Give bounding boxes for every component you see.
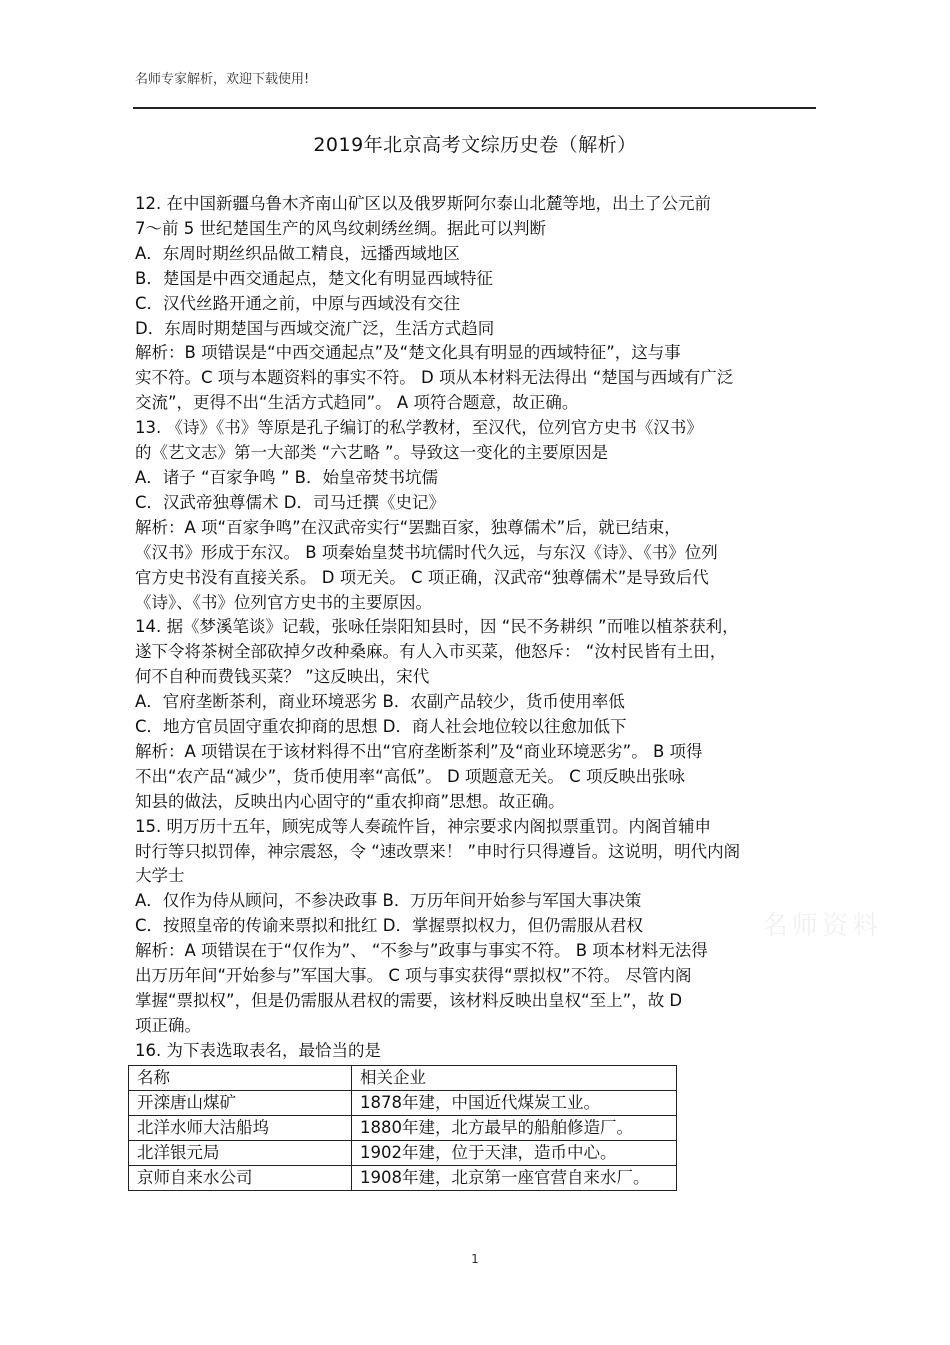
text-line: 遂下令将茶树全部砍掉夕改种桑麻。有人入市买菜，他怒斥： “汝村民皆有土田， (135, 642, 727, 662)
enterprise-table (128, 1065, 677, 1191)
page-title: 2019年北京高考文综历史卷（解析） (313, 134, 637, 156)
text-line: 何不自种而费钱买菜？ ”这反映出，宋代 (135, 667, 430, 687)
text-line: 解析：A 项错误在于“仅作为”、 “不参与”政事与事实不符。 B 项本材料无法得 (135, 941, 708, 961)
table-row (129, 1141, 677, 1166)
text-line: 14. 据《梦溪笔谈》记载，张咏任崇阳知县时，因 “民不务耕织 ”而唯以植茶获利， (135, 617, 739, 637)
header-divider (133, 107, 816, 109)
watermark: 名师资料 (762, 911, 883, 941)
text-line: 不出“农产品“减少”，货币使用率“高低”。 D 项题意无关。 C 项反映出张咏 (135, 766, 685, 786)
document-body (135, 192, 815, 1064)
table-cell: 京师自来水公司 (129, 1166, 352, 1191)
text-line: 解析：A 项错误在于该材料得不出“官府垄断茶利”及“商业环境恶劣”。 B 项得 (135, 741, 703, 761)
text-line: 实不符。C 项与本题资料的事实不符。 D 项从本材料无法得出 “楚国与西域有广泛 (135, 368, 734, 388)
table-cell: 1908年建，北京第一座官营自来水厂。 (352, 1166, 677, 1191)
table-header-cell: 名称 (129, 1066, 352, 1091)
table-row (129, 1091, 677, 1116)
table-cell: 开滦唐山煤矿 (129, 1091, 352, 1116)
table-cell: 1902年建，位于天津，造币中心。 (352, 1141, 677, 1166)
text-line: 《汉书》形成于东汉。 B 项秦始皇焚书坑儒时代久远，与东汉《诗》、《书》位列 (135, 542, 718, 562)
text-line: 大学士 (135, 866, 185, 886)
table-cell: 1878年建，中国近代煤炭工业。 (352, 1091, 677, 1116)
text-line: B．楚国是中西交通起点，楚文化有明显西域特征 (135, 268, 493, 288)
text-line: 解析：B 项错误是“中西交通起点”及“楚文化具有明显的西域特征”，这与事 (135, 343, 681, 363)
text-line: 15. 明万历十五年，顾宪成等人奏疏忤旨，神宗要求内阁拟票重罚。内阁首辅申 (135, 816, 711, 836)
text-line: C．汉代丝路开通之前，中原与西域没有交往 (135, 293, 461, 313)
text-line: C．按照皇帝的传谕来票拟和批红 D．掌握票拟权力，但仍需服从君权 (135, 916, 643, 936)
text-line: 掌握“票拟权”，但是仍需服从君权的需要，该材料反映出皇权“至上”，故 D (135, 991, 683, 1010)
text-line: 12. 在中国新疆乌鲁木齐南山矿区以及俄罗斯阿尔泰山北麓等地，出土了公元前 (135, 194, 711, 213)
text-line: 16. 为下表选取表名，最恰当的是 (135, 1040, 381, 1060)
table-row (129, 1116, 677, 1141)
table-cell: 1880年建，北方最早的船舶修造厂。 (352, 1116, 677, 1141)
text-line: A．仅作为侍从顾问，不参决政事 B．万历年间开始参与军国大事决策 (135, 891, 642, 911)
text-line: D．东周时期楚国与西域交流广泛，生活方式趋同 (135, 318, 495, 338)
table-header-cell: 相关企业 (352, 1066, 677, 1091)
header-note: 名师专家解析，欢迎下载使用! (135, 72, 310, 87)
text-line: 交流”，更得不出“生活方式趋同”。 A 项符合题意，故正确。 (135, 393, 579, 413)
text-line: C．汉武帝独尊儒术 D．司马迁撰《史记》 (135, 492, 445, 512)
text-line: A．东周时期丝织品做工精良，远播西域地区 (135, 243, 460, 263)
table-cell: 北洋银元局 (129, 1141, 352, 1166)
text-line: 《诗》、《书》位列官方史书的主要原因。 (135, 592, 432, 612)
text-line: 官方史书没有直接关系。 D 项无关。 C 项正确，汉武帝“独尊儒术”是导致后代 (135, 567, 709, 587)
text-line: 解析：A 项“百家争鸣”在汉武帝实行“罢黜百家，独尊儒术”后，就已结束， (135, 517, 681, 537)
text-line: 时行等只拟罚俸，神宗震怒，令 “速改票来！ ”申时行只得遵旨。这说明，明代内阁 (135, 841, 741, 861)
text-line: 的《艺文志》第一大部类 “六艺略 ”。导致这一变化的主要原因是 (135, 443, 609, 463)
text-line: 7～前 5 世纪楚国生产的风鸟纹刺绣丝绸。据此可以判断 (135, 218, 546, 238)
text-line: 13. 《诗》《书》等原是孔子编订的私学教材，至汉代，位列官方史书《汉书》 (135, 418, 703, 438)
text-line: 出万历年间“开始参与”军国大事。 C 项与事实获得“票拟权”不符。 尽管内阁 (135, 966, 692, 986)
text-line: C．地方官员固守重农抑商的思想 D．商人社会地位较以往愈加低下 (135, 717, 627, 737)
table-header-row (129, 1066, 677, 1091)
text-line: 知县的做法，反映出内心固守的“重农抑商”思想。故正确。 (135, 791, 565, 811)
text-line: A．官府垄断茶利，商业环境恶劣 B．农副产品较少，货币使用率低 (135, 692, 625, 712)
text-line: A．诸子 “百家争鸣 ” B．始皇帝焚书坑儒 (135, 467, 438, 487)
table-row (129, 1166, 677, 1191)
table-cell: 北洋水师大沽船坞 (129, 1116, 352, 1141)
text-line: 项正确。 (135, 1015, 201, 1035)
page-number: 1 (471, 1252, 479, 1266)
